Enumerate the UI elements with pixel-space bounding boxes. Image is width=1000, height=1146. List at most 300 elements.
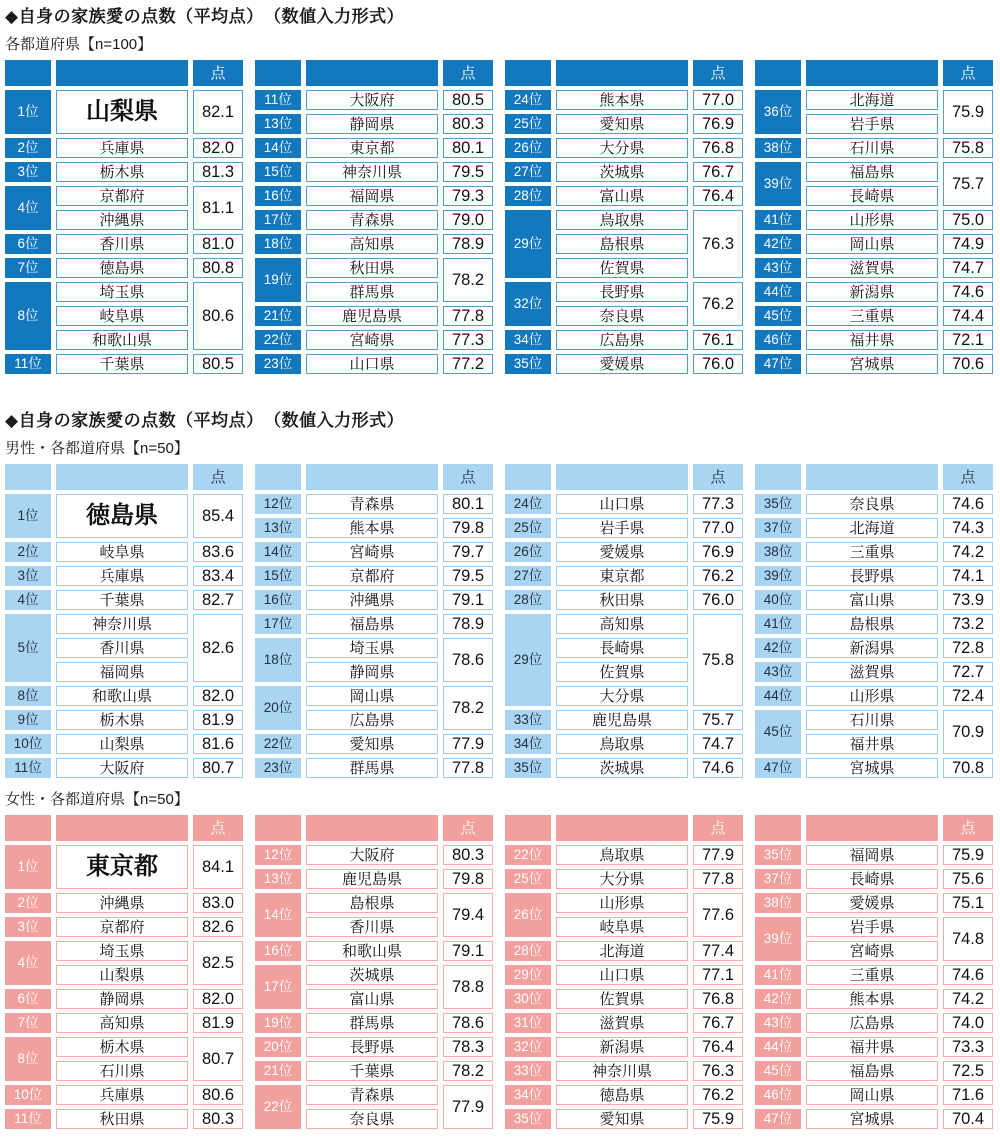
score-cell: 77.9 <box>693 845 743 865</box>
score-cell: 77.0 <box>693 90 743 110</box>
prefecture-cell: 高知県 <box>556 614 688 634</box>
prefecture-cell: 福岡県 <box>306 186 438 206</box>
rank-header-cell <box>505 464 551 490</box>
rank-header-cell <box>255 815 301 841</box>
score-cell: 83.0 <box>193 893 243 913</box>
prefecture-cell: 宮崎県 <box>306 542 438 562</box>
rank-cell: 25位 <box>505 869 551 889</box>
prefecture-header-cell <box>556 464 688 490</box>
prefecture-cell: 静岡県 <box>306 662 438 682</box>
score-cell: 79.3 <box>443 186 493 206</box>
prefecture-cell: 愛知県 <box>306 734 438 754</box>
score-cell: 70.9 <box>943 710 993 754</box>
prefecture-cell: 香川県 <box>306 917 438 937</box>
rank-cell: 21位 <box>255 306 301 326</box>
score-cell: 78.6 <box>443 638 493 682</box>
prefecture-cell: 三重県 <box>806 306 938 326</box>
rank-cell: 23位 <box>255 758 301 778</box>
rank-cell: 10位 <box>5 1085 51 1105</box>
rank-cell: 12位 <box>255 845 301 865</box>
rank-cell: 25位 <box>505 114 551 134</box>
prefecture-cell: 熊本県 <box>806 989 938 1009</box>
prefecture-cell: 大分県 <box>556 138 688 158</box>
prefecture-cell: 北海道 <box>556 941 688 961</box>
score-cell: 78.9 <box>443 614 493 634</box>
prefecture-cell: 兵庫県 <box>56 138 188 158</box>
score-cell: 78.3 <box>443 1037 493 1057</box>
rank-cell: 15位 <box>255 162 301 182</box>
prefecture-cell: 山口県 <box>556 965 688 985</box>
prefecture-cell: 宮城県 <box>806 1109 938 1129</box>
score-cell: 79.5 <box>443 162 493 182</box>
rank-cell: 8位 <box>5 686 51 706</box>
prefecture-cell: 秋田県 <box>306 258 438 278</box>
prefecture-cell: 滋賀県 <box>556 1013 688 1033</box>
rank-cell: 32位 <box>505 282 551 326</box>
tables-row <box>5 815 1000 1129</box>
rank-cell: 1位 <box>5 90 51 134</box>
rank-header-cell <box>255 464 301 490</box>
score-header-cell: 点 <box>693 815 743 841</box>
rank-cell: 30位 <box>505 989 551 1009</box>
score-cell: 77.9 <box>443 1085 493 1129</box>
prefecture-header-cell <box>56 815 188 841</box>
score-cell: 77.1 <box>693 965 743 985</box>
rank-cell: 46位 <box>755 1085 801 1105</box>
prefecture-cell: 秋田県 <box>556 590 688 610</box>
prefecture-cell: 愛知県 <box>556 1109 688 1129</box>
score-cell: 72.7 <box>943 662 993 682</box>
score-cell: 79.1 <box>443 941 493 961</box>
score-header-cell: 点 <box>443 60 493 86</box>
score-cell: 77.0 <box>693 518 743 538</box>
score-cell: 72.5 <box>943 1061 993 1081</box>
rank-cell: 39位 <box>755 566 801 586</box>
score-cell: 74.6 <box>943 494 993 514</box>
score-header-cell: 点 <box>943 815 993 841</box>
rank-cell: 7位 <box>5 1013 51 1033</box>
score-cell: 76.4 <box>693 186 743 206</box>
score-cell: 80.1 <box>443 494 493 514</box>
prefecture-cell: 宮崎県 <box>806 941 938 961</box>
rank-cell: 13位 <box>255 869 301 889</box>
prefecture-cell: 和歌山県 <box>306 941 438 961</box>
score-cell: 72.1 <box>943 330 993 350</box>
score-cell: 80.3 <box>193 1109 243 1129</box>
score-cell: 75.6 <box>943 869 993 889</box>
rank-cell: 4位 <box>5 186 51 230</box>
rank-header-cell <box>255 60 301 86</box>
prefecture-cell: 群馬県 <box>306 758 438 778</box>
prefecture-cell: 大阪府 <box>56 758 188 778</box>
score-cell: 73.2 <box>943 614 993 634</box>
prefecture-cell: 栃木県 <box>56 1037 188 1057</box>
prefecture-cell: 福井県 <box>806 330 938 350</box>
score-cell: 82.0 <box>193 989 243 1009</box>
rank-cell: 16位 <box>255 186 301 206</box>
rank-cell: 38位 <box>755 138 801 158</box>
prefecture-header-cell <box>556 60 688 86</box>
rank-cell: 38位 <box>755 893 801 913</box>
rank-cell: 19位 <box>255 258 301 302</box>
prefecture-cell: 茨城県 <box>556 162 688 182</box>
section-title: ◆自身の家族愛の点数（平均点） （数値入力形式） <box>5 7 405 26</box>
score-cell: 77.8 <box>693 869 743 889</box>
prefecture-header-cell <box>306 464 438 490</box>
score-cell: 78.2 <box>443 258 493 302</box>
prefecture-cell: 青森県 <box>306 210 438 230</box>
prefecture-cell: 鳥取県 <box>556 734 688 754</box>
prefecture-cell: 秋田県 <box>56 1109 188 1129</box>
score-cell: 80.7 <box>193 758 243 778</box>
rank-cell: 6位 <box>5 989 51 1009</box>
score-header-cell: 点 <box>943 464 993 490</box>
rank-cell: 5位 <box>5 614 51 682</box>
rank-cell: 20位 <box>255 1037 301 1057</box>
prefecture-cell: 岡山県 <box>806 1085 938 1105</box>
rank-cell: 13位 <box>255 114 301 134</box>
prefecture-cell: 三重県 <box>806 965 938 985</box>
rank-cell: 29位 <box>505 210 551 278</box>
rank-table <box>755 815 993 1129</box>
prefecture-cell: 宮城県 <box>806 354 938 374</box>
rank-cell: 42位 <box>755 989 801 1009</box>
rank-cell: 45位 <box>755 306 801 326</box>
score-cell: 75.0 <box>943 210 993 230</box>
rank-cell: 37位 <box>755 869 801 889</box>
prefecture-cell: 愛媛県 <box>806 893 938 913</box>
prefecture-cell: 新潟県 <box>806 282 938 302</box>
score-cell: 75.8 <box>943 138 993 158</box>
score-cell: 77.2 <box>443 354 493 374</box>
prefecture-cell: 福島県 <box>306 614 438 634</box>
score-cell: 81.1 <box>193 186 243 230</box>
section-female <box>5 790 1000 1129</box>
prefecture-header-cell <box>806 815 938 841</box>
prefecture-cell: 沖縄県 <box>306 590 438 610</box>
prefecture-cell: 石川県 <box>806 710 938 730</box>
prefecture-cell: 滋賀県 <box>806 662 938 682</box>
prefecture-cell: 長崎県 <box>556 638 688 658</box>
score-cell: 76.4 <box>693 1037 743 1057</box>
rank-cell: 2位 <box>5 893 51 913</box>
rank-cell: 27位 <box>505 566 551 586</box>
prefecture-cell: 青森県 <box>306 494 438 514</box>
score-cell: 74.8 <box>943 917 993 961</box>
prefecture-cell: 三重県 <box>806 542 938 562</box>
rank-cell: 11位 <box>255 90 301 110</box>
rank-cell: 39位 <box>755 917 801 961</box>
rank-cell: 9位 <box>5 710 51 730</box>
score-cell: 76.7 <box>693 1013 743 1033</box>
prefecture-cell: 茨城県 <box>306 965 438 985</box>
prefecture-cell: 高知県 <box>306 234 438 254</box>
prefecture-cell: 和歌山県 <box>56 330 188 350</box>
rank-cell: 44位 <box>755 1037 801 1057</box>
rank-cell: 3位 <box>5 917 51 937</box>
prefecture-cell: 福岡県 <box>806 845 938 865</box>
tables-row <box>5 464 1000 778</box>
rank-cell: 42位 <box>755 638 801 658</box>
rank-cell: 28位 <box>505 941 551 961</box>
rank-cell: 35位 <box>755 494 801 514</box>
score-cell: 79.4 <box>443 893 493 937</box>
prefecture-cell: 北海道 <box>806 518 938 538</box>
rank-cell: 18位 <box>255 638 301 682</box>
rank-cell: 25位 <box>505 518 551 538</box>
prefecture-cell: 石川県 <box>806 138 938 158</box>
prefecture-cell: 岡山県 <box>306 686 438 706</box>
score-header-cell: 点 <box>193 60 243 86</box>
prefecture-cell: 岐阜県 <box>56 306 188 326</box>
rank-cell: 47位 <box>755 354 801 374</box>
prefecture-cell: 鹿児島県 <box>306 869 438 889</box>
score-cell: 76.8 <box>693 989 743 1009</box>
prefecture-cell: 福岡県 <box>56 662 188 682</box>
score-cell: 75.9 <box>943 845 993 865</box>
rank-cell: 16位 <box>255 590 301 610</box>
prefecture-cell: 石川県 <box>56 1061 188 1081</box>
prefecture-cell: 長野県 <box>306 1037 438 1057</box>
score-cell: 75.8 <box>693 614 743 706</box>
prefecture-cell: 徳島県 <box>556 1085 688 1105</box>
rank-cell: 35位 <box>755 845 801 865</box>
score-cell: 74.1 <box>943 566 993 586</box>
rank-cell: 6位 <box>5 234 51 254</box>
prefecture-cell: 富山県 <box>306 989 438 1009</box>
prefecture-cell: 長野県 <box>806 566 938 586</box>
prefecture-cell: 京都府 <box>56 186 188 206</box>
rank-cell: 40位 <box>755 590 801 610</box>
prefecture-cell: 大阪府 <box>306 845 438 865</box>
prefecture-cell: 長野県 <box>556 282 688 302</box>
score-cell: 79.8 <box>443 518 493 538</box>
rank-header-cell <box>5 60 51 86</box>
prefecture-cell: 佐賀県 <box>556 989 688 1009</box>
score-cell: 80.5 <box>193 354 243 374</box>
prefecture-cell: 長崎県 <box>806 869 938 889</box>
prefecture-cell: 熊本県 <box>306 518 438 538</box>
score-cell: 82.7 <box>193 590 243 610</box>
prefecture-cell: 香川県 <box>56 638 188 658</box>
rank-cell: 14位 <box>255 542 301 562</box>
prefecture-cell: 兵庫県 <box>56 566 188 586</box>
prefecture-cell: 岡山県 <box>806 234 938 254</box>
prefecture-header-cell <box>56 60 188 86</box>
section-male <box>5 410 1000 778</box>
rank-cell: 17位 <box>255 614 301 634</box>
rank-table <box>755 60 993 374</box>
score-cell: 75.7 <box>693 710 743 730</box>
rank-cell: 24位 <box>505 494 551 514</box>
prefecture-cell: 福井県 <box>806 734 938 754</box>
prefecture-cell: 埼玉県 <box>56 941 188 961</box>
rank-cell: 41位 <box>755 614 801 634</box>
score-cell: 74.6 <box>943 282 993 302</box>
score-cell: 77.4 <box>693 941 743 961</box>
prefecture-cell: 京都府 <box>306 566 438 586</box>
rank-table <box>505 60 743 374</box>
prefecture-cell: 山形県 <box>806 686 938 706</box>
prefecture-cell: 神奈川県 <box>306 162 438 182</box>
rank-cell: 19位 <box>255 1013 301 1033</box>
prefecture-cell: 広島県 <box>806 1013 938 1033</box>
score-cell: 74.7 <box>693 734 743 754</box>
prefecture-cell: 青森県 <box>306 1085 438 1105</box>
rank-header-cell <box>505 815 551 841</box>
prefecture-cell: 新潟県 <box>556 1037 688 1057</box>
score-cell: 77.8 <box>443 306 493 326</box>
score-cell: 77.8 <box>443 758 493 778</box>
prefecture-header-cell <box>56 464 188 490</box>
prefecture-cell: 徳島県 <box>56 258 188 278</box>
rank-cell: 1位 <box>5 494 51 538</box>
score-cell: 82.0 <box>193 686 243 706</box>
score-cell: 85.4 <box>193 494 243 538</box>
prefecture-cell: 福井県 <box>806 1037 938 1057</box>
prefecture-cell: 北海道 <box>806 90 938 110</box>
prefecture-cell: 奈良県 <box>806 494 938 514</box>
score-cell: 75.1 <box>943 893 993 913</box>
rank-cell: 33位 <box>505 1061 551 1081</box>
prefecture-cell: 島根県 <box>306 893 438 913</box>
prefecture-cell: 栃木県 <box>56 162 188 182</box>
score-cell: 81.9 <box>193 710 243 730</box>
score-cell: 76.8 <box>693 138 743 158</box>
rank-cell: 27位 <box>505 162 551 182</box>
prefecture-cell: 宮崎県 <box>306 330 438 350</box>
score-cell: 82.0 <box>193 138 243 158</box>
prefecture-header-cell <box>306 60 438 86</box>
score-cell: 80.6 <box>193 1085 243 1105</box>
rank-cell: 11位 <box>5 354 51 374</box>
rank-cell: 37位 <box>755 518 801 538</box>
rank-cell: 43位 <box>755 1013 801 1033</box>
rank-cell: 34位 <box>505 734 551 754</box>
rank-cell: 17位 <box>255 965 301 1009</box>
score-cell: 70.4 <box>943 1109 993 1129</box>
prefecture-cell: 愛媛県 <box>556 354 688 374</box>
prefecture-cell: 山梨県 <box>56 734 188 754</box>
prefecture-cell: 京都府 <box>56 917 188 937</box>
prefecture-cell: 徳島県 <box>56 494 188 538</box>
score-cell: 77.9 <box>443 734 493 754</box>
score-cell: 75.9 <box>693 1109 743 1129</box>
prefecture-header-cell <box>556 815 688 841</box>
rank-cell: 14位 <box>255 893 301 937</box>
prefecture-cell: 岐阜県 <box>556 917 688 937</box>
score-cell: 78.6 <box>443 1013 493 1033</box>
score-header-cell: 点 <box>693 60 743 86</box>
rank-cell: 13位 <box>255 518 301 538</box>
score-cell: 73.9 <box>943 590 993 610</box>
rank-cell: 14位 <box>255 138 301 158</box>
score-cell: 74.4 <box>943 306 993 326</box>
prefecture-cell: 鹿児島県 <box>556 710 688 730</box>
score-cell: 74.6 <box>943 965 993 985</box>
score-header-cell: 点 <box>193 464 243 490</box>
score-cell: 81.6 <box>193 734 243 754</box>
rank-cell: 46位 <box>755 330 801 350</box>
prefecture-cell: 香川県 <box>56 234 188 254</box>
prefecture-cell: 静岡県 <box>56 989 188 1009</box>
rank-header-cell <box>755 815 801 841</box>
rank-cell: 22位 <box>255 1085 301 1129</box>
rank-cell: 41位 <box>755 965 801 985</box>
prefecture-cell: 群馬県 <box>306 1013 438 1033</box>
section-title: ◆自身の家族愛の点数（平均点） （数値入力形式） <box>5 411 405 430</box>
score-cell: 84.1 <box>193 845 243 889</box>
rank-cell: 28位 <box>505 590 551 610</box>
rank-cell: 45位 <box>755 710 801 754</box>
score-cell: 80.8 <box>193 258 243 278</box>
rank-table <box>255 464 493 778</box>
score-cell: 80.7 <box>193 1037 243 1081</box>
prefecture-cell: 滋賀県 <box>806 258 938 278</box>
rank-cell: 43位 <box>755 662 801 682</box>
score-cell: 70.8 <box>943 758 993 778</box>
prefecture-header-cell <box>806 464 938 490</box>
prefecture-cell: 沖縄県 <box>56 210 188 230</box>
rank-table <box>505 464 743 778</box>
rank-cell: 28位 <box>505 186 551 206</box>
score-cell: 80.3 <box>443 114 493 134</box>
rank-cell: 42位 <box>755 234 801 254</box>
score-cell: 74.9 <box>943 234 993 254</box>
rank-cell: 11位 <box>5 1109 51 1129</box>
score-header-cell: 点 <box>443 464 493 490</box>
prefecture-cell: 千葉県 <box>306 1061 438 1081</box>
score-cell: 80.1 <box>443 138 493 158</box>
prefecture-cell: 広島県 <box>306 710 438 730</box>
rank-cell: 34位 <box>505 1085 551 1105</box>
prefecture-cell: 鳥取県 <box>556 845 688 865</box>
rank-cell: 17位 <box>255 210 301 230</box>
prefecture-cell: 大分県 <box>556 869 688 889</box>
prefecture-cell: 島根県 <box>556 234 688 254</box>
rank-cell: 26位 <box>505 138 551 158</box>
score-cell: 76.0 <box>693 590 743 610</box>
rank-cell: 41位 <box>755 210 801 230</box>
rank-cell: 20位 <box>255 686 301 730</box>
score-cell: 82.5 <box>193 941 243 985</box>
rank-cell: 35位 <box>505 758 551 778</box>
rank-cell: 10位 <box>5 734 51 754</box>
prefecture-header-cell <box>806 60 938 86</box>
rank-cell: 45位 <box>755 1061 801 1081</box>
prefecture-cell: 大阪府 <box>306 90 438 110</box>
prefecture-cell: 長崎県 <box>806 186 938 206</box>
rank-cell: 47位 <box>755 758 801 778</box>
score-cell: 76.9 <box>693 114 743 134</box>
score-cell: 74.2 <box>943 542 993 562</box>
rank-cell: 22位 <box>255 734 301 754</box>
rank-header-cell <box>505 60 551 86</box>
prefecture-cell: 島根県 <box>806 614 938 634</box>
rank-cell: 44位 <box>755 686 801 706</box>
prefecture-cell: 宮城県 <box>806 758 938 778</box>
score-cell: 79.5 <box>443 566 493 586</box>
rank-header-cell <box>5 464 51 490</box>
score-cell: 72.8 <box>943 638 993 658</box>
rank-cell: 8位 <box>5 282 51 350</box>
rank-cell: 22位 <box>505 845 551 865</box>
prefecture-cell: 山梨県 <box>56 90 188 134</box>
prefecture-cell: 佐賀県 <box>556 258 688 278</box>
prefecture-cell: 富山県 <box>556 186 688 206</box>
rank-cell: 35位 <box>505 1109 551 1129</box>
score-cell: 74.2 <box>943 989 993 1009</box>
